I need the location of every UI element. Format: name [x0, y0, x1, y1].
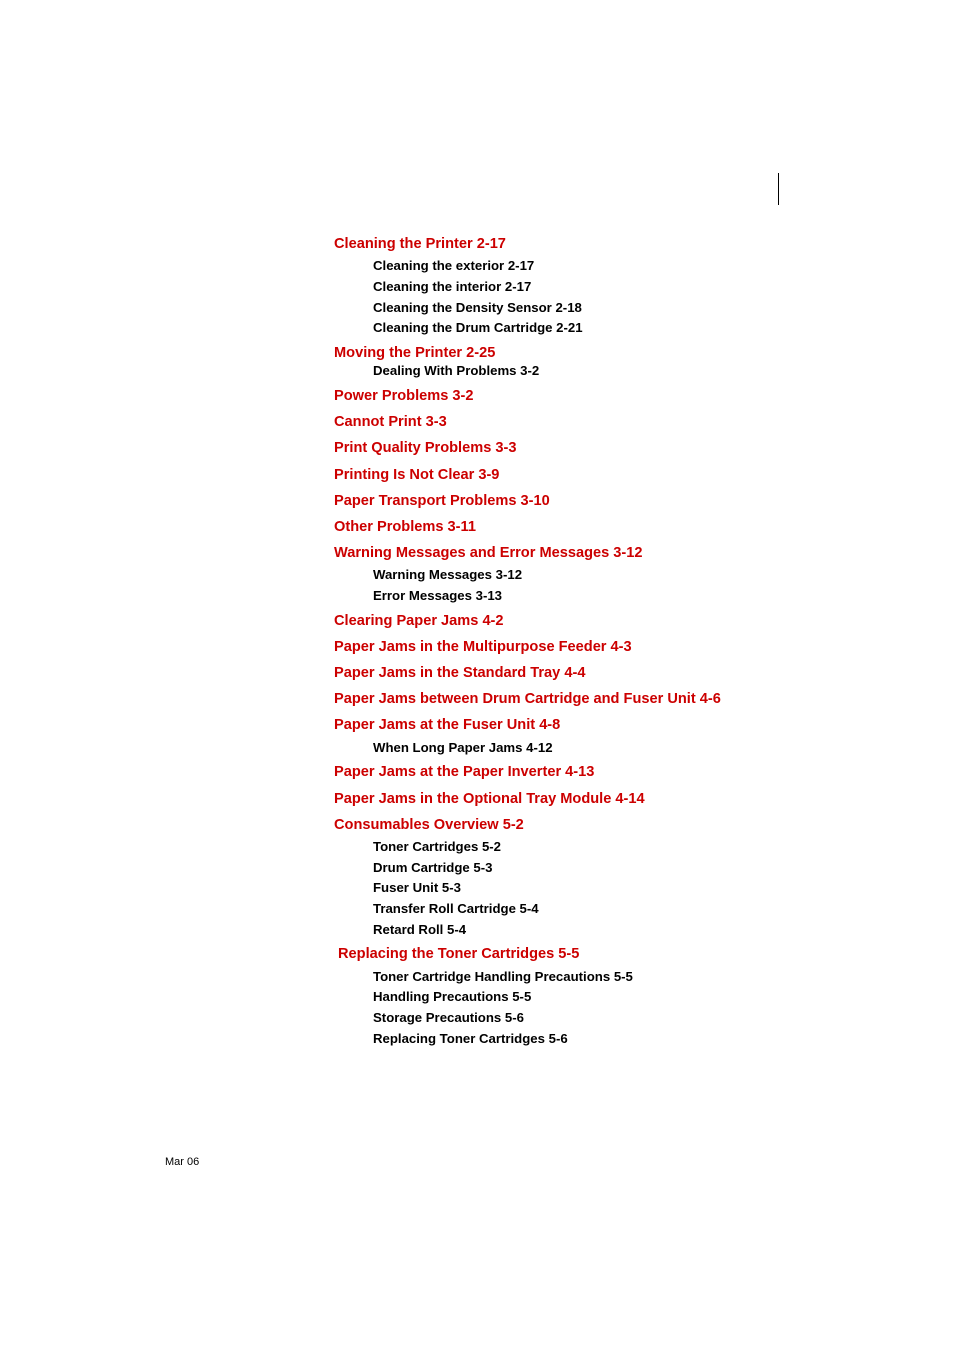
toc-subentry[interactable]: Drum Cartridge 5-3 — [373, 860, 493, 875]
toc-heading[interactable]: Paper Jams between Drum Cartridge and Fuser Unit 4-6 — [334, 691, 721, 707]
toc-heading[interactable]: Other Problems 3-11 — [334, 519, 476, 535]
toc-heading[interactable]: Moving the Printer 2-25 — [334, 345, 496, 361]
toc-heading[interactable]: Paper Jams in the Standard Tray 4-4 — [334, 665, 586, 681]
toc-heading[interactable]: Cannot Print 3-3 — [334, 414, 447, 430]
toc-subentry[interactable]: Fuser Unit 5-3 — [373, 880, 461, 895]
toc-heading[interactable]: Paper Jams in the Optional Tray Module 4-14 — [334, 791, 645, 807]
toc-subentry[interactable]: Error Messages 3-13 — [373, 588, 503, 603]
toc-heading[interactable]: Paper Jams in the Multipurpose Feeder 4-3 — [334, 639, 632, 655]
toc-heading[interactable]: Print Quality Problems 3-3 — [334, 440, 517, 456]
toc-heading[interactable]: Cleaning the Printer 2-17 — [334, 236, 506, 252]
toc-heading[interactable]: Printing Is Not Clear 3-9 — [334, 467, 500, 483]
toc-heading[interactable]: Consumables Overview 5-2 — [334, 817, 524, 833]
toc-heading[interactable]: Clearing Paper Jams 4-2 — [334, 613, 504, 629]
toc-subentry[interactable]: Replacing Toner Cartridges 5-6 — [373, 1031, 568, 1046]
toc-subentry[interactable]: Retard Roll 5-4 — [373, 922, 467, 937]
toc-heading[interactable]: Paper Transport Problems 3-10 — [334, 493, 550, 509]
toc-subentry[interactable]: Toner Cartridge Handling Precautions 5-5 — [373, 969, 633, 984]
toc-heading[interactable]: Replacing the Toner Cartridges 5-5 — [338, 946, 580, 962]
toc-heading[interactable]: Power Problems 3-2 — [334, 388, 474, 404]
toc-subentry[interactable]: Cleaning the exterior 2-17 — [373, 258, 535, 273]
toc-subentry[interactable]: Toner Cartridges 5-2 — [373, 839, 501, 854]
toc-subentry[interactable]: Dealing With Problems 3-2 — [373, 363, 540, 378]
toc-subentry[interactable]: Transfer Roll Cartridge 5-4 — [373, 901, 539, 916]
toc-subentry[interactable]: Cleaning the Density Sensor 2-18 — [373, 300, 582, 315]
footer-date: Mar 06 — [165, 1156, 200, 1168]
toc-subentry[interactable]: Warning Messages 3-12 — [373, 567, 523, 582]
toc-heading[interactable]: Paper Jams at the Fuser Unit 4-8 — [334, 717, 561, 733]
toc-heading[interactable]: Paper Jams at the Paper Inverter 4-13 — [334, 764, 595, 780]
toc-subentry[interactable]: Cleaning the Drum Cartridge 2-21 — [373, 320, 583, 335]
toc-heading[interactable]: Warning Messages and Error Messages 3-12 — [334, 545, 643, 561]
toc-subentry[interactable]: Cleaning the interior 2-17 — [373, 279, 532, 294]
toc-subentry[interactable]: Storage Precautions 5-6 — [373, 1010, 524, 1025]
toc-subentry[interactable]: When Long Paper Jams 4-12 — [373, 740, 553, 755]
toc-subentry[interactable]: Handling Precautions 5-5 — [373, 989, 532, 1004]
